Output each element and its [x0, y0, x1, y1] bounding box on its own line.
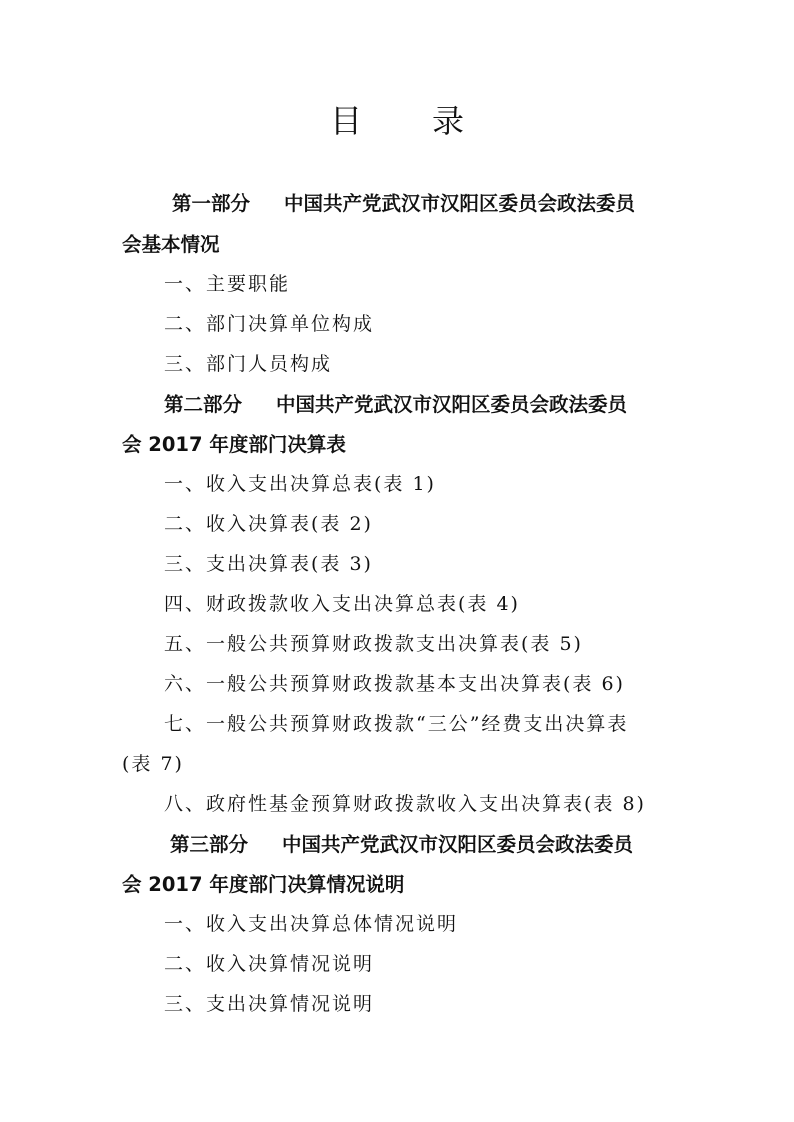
toc-item: 一、收入支出决算总体情况说明: [164, 913, 459, 935]
part-3-title-line2: 会 2017 年度部门决算情况说明: [122, 873, 405, 896]
toc-item: 五、一般公共预算财政拨款支出决算表(表 5): [164, 633, 583, 655]
toc-item: 二、部门决算单位构成: [164, 313, 375, 335]
toc-item: 一、收入支出决算总表(表 1): [164, 473, 436, 495]
part-1-title-line2: 会基本情况: [122, 233, 220, 256]
part-1-title-line1: 中国共产党武汉市汉阳区委员会政法委员: [284, 192, 636, 215]
part-2-title-line2: 会 2017 年度部门决算表: [122, 433, 346, 456]
part-2-label: 第二部分: [164, 393, 243, 416]
part-3-title-line1: 中国共产党武汉市汉阳区委员会政法委员: [282, 833, 634, 856]
toc-item: 二、收入决算表(表 2): [164, 513, 373, 535]
part-2-title-line1: 中国共产党武汉市汉阳区委员会政法委员: [276, 393, 628, 416]
toc-item: 四、财政拨款收入支出决算总表(表 4): [164, 593, 520, 615]
toc-item: 二、收入决算情况说明: [164, 953, 375, 975]
toc-item: 八、政府性基金预算财政拨款收入支出决算表(表 8): [164, 793, 646, 815]
part-2-heading: [164, 389, 627, 417]
toc-item-continuation: (表 7): [122, 753, 184, 775]
title-char-1: 目: [329, 102, 362, 140]
toc-item: 一、主要职能: [164, 273, 291, 295]
toc-item: 三、部门人员构成: [164, 353, 333, 375]
part-1-label: 第一部分: [172, 192, 251, 215]
page-title: [0, 96, 794, 142]
title-char-2: 录: [432, 102, 465, 140]
toc-item: 三、支出决算情况说明: [164, 993, 375, 1015]
toc-item: 七、一般公共预算财政拨款“三公”经费支出决算表: [164, 713, 629, 735]
toc-item: 三、支出决算表(表 3): [164, 553, 373, 575]
part-3-label: 第三部分: [170, 833, 249, 856]
part-1-heading: [172, 188, 635, 216]
part-3-heading: [170, 829, 633, 857]
toc-item: 六、一般公共预算财政拨款基本支出决算表(表 6): [164, 673, 625, 695]
